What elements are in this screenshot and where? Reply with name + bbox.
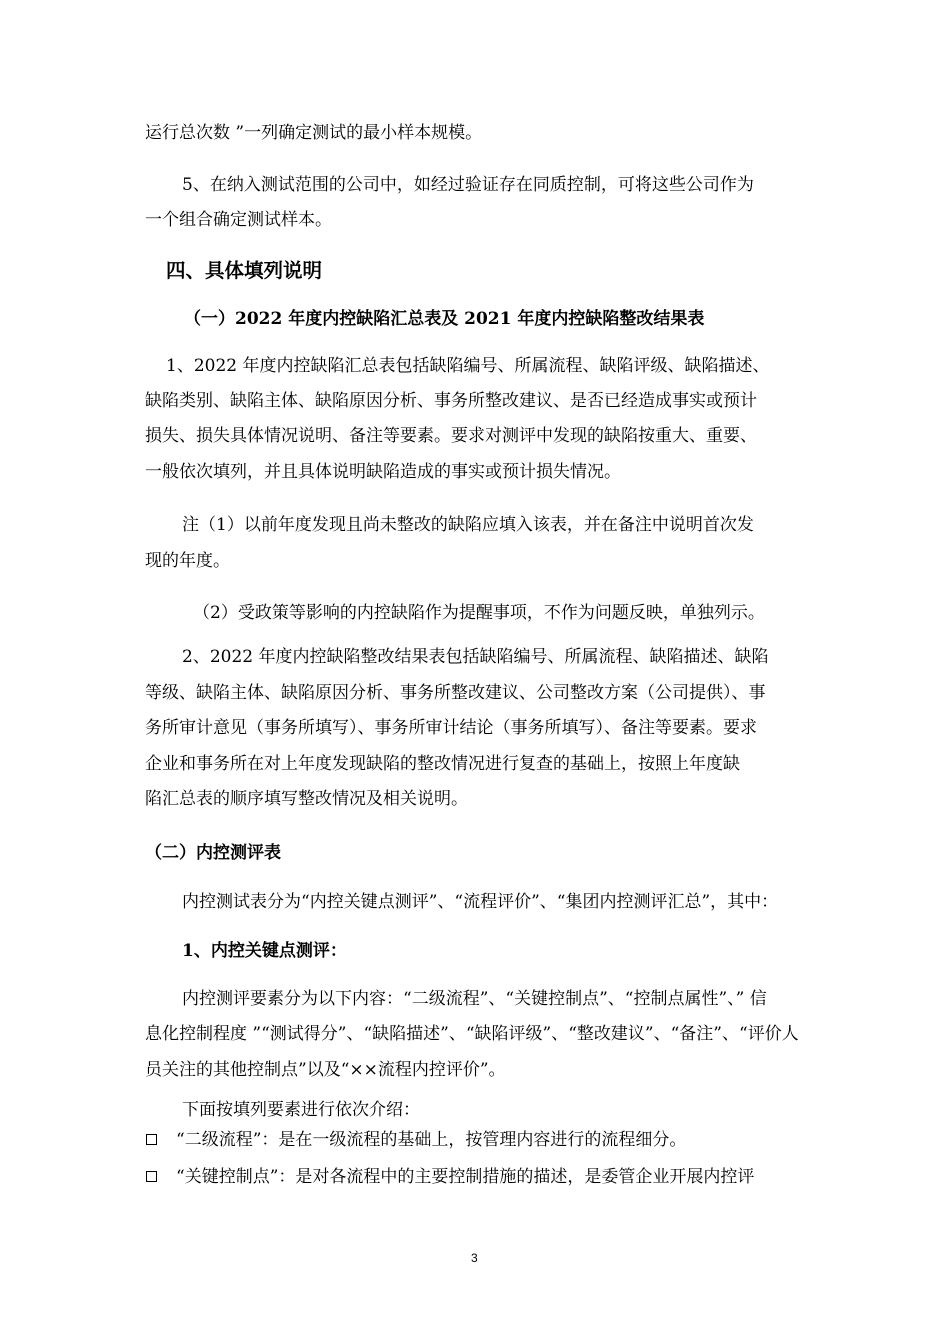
note-line: 现的年度。 <box>145 551 230 571</box>
paragraph-line: 一般依次填列，并且具体说明缺陷造成的事实或预计损失情况。 <box>145 462 621 482</box>
checkbox-bullet-icon <box>146 1171 157 1182</box>
point-heading: 1、内控关键点测评： <box>182 941 347 961</box>
paragraph-line: 2、2022 年度内控缺陷整改结果表包括缺陷编号、所属流程、缺陷描述、缺陷 <box>182 647 769 667</box>
paragraph-line: 陷汇总表的顺序填写整改情况及相关说明。 <box>145 789 468 809</box>
page-number: 3 <box>471 1251 478 1265</box>
paragraph-line: 缺陷类别、缺陷主体、缺陷原因分析、事务所整改建议、是否已经造成事实或预计 <box>145 391 757 411</box>
paragraph-line: 内控测评要素分为以下内容：“二级流程”、“关键控制点”、“控制点属性”、” 信 <box>182 989 767 1009</box>
paragraph-line: 员关注的其他控制点”以及“××流程内控评价”。 <box>145 1060 506 1080</box>
paragraph-line: 下面按填列要素进行依次介绍： <box>182 1100 420 1120</box>
paragraph-line: 运行总次数 ”一列确定测试的最小样本规模。 <box>145 123 483 143</box>
section-heading: 四、具体填列说明 <box>166 259 323 282</box>
paragraph-line: 损失、损失具体情况说明、备注等要素。要求对测评中发现的缺陷按重大、重要、 <box>145 426 757 446</box>
paragraph-line: 等级、缺陷主体、缺陷原因分析、事务所整改建议、公司整改方案（公司提供）、事 <box>145 683 766 703</box>
paragraph-line: 5、在纳入测试范围的公司中，如经过验证存在同质控制，可将这些公司作为 <box>182 175 754 195</box>
paragraph-line: 1、2022 年度内控缺陷汇总表包括缺陷编号、所属流程、缺陷评级、缺陷描述、 <box>166 356 770 376</box>
bullet-item: “关键控制点”：是对各流程中的主要控制措施的描述，是委管企业开展内控评 <box>176 1167 755 1187</box>
subsection-heading: （一）2022 年度内控缺陷汇总表及 2021 年度内控缺陷整改结果表 <box>184 309 705 329</box>
paragraph-line: 务所审计意见（事务所填写）、事务所审计结论（事务所填写）、备注等要素。要求 <box>145 718 757 738</box>
paragraph-line: 内控测试表分为“内控关键点测评”、“流程评价”、“集团内控测评汇总”，其中： <box>182 892 779 912</box>
paragraph-line: 息化控制程度 ”“测试得分”、“缺陷描述”、“缺陷评级”、“整改建议”、“备注”、“评价人 <box>145 1024 799 1044</box>
note-line: （2）受政策等影响的内控缺陷作为提醒事项，不作为问题反映，单独列示。 <box>193 603 765 623</box>
bullet-item: “二级流程”：是在一级流程的基础上，按管理内容进行的流程细分。 <box>176 1130 687 1150</box>
paragraph-line: 一个组合确定测试样本。 <box>145 210 332 230</box>
paragraph-line: 企业和事务所在对上年度发现缺陷的整改情况进行复查的基础上，按照上年度缺 <box>145 754 740 774</box>
note-line: 注（1）以前年度发现且尚未整改的缺陷应填入该表，并在备注中说明首次发 <box>182 515 754 535</box>
subsection-heading: （二）内控测评表 <box>145 843 281 863</box>
checkbox-bullet-icon <box>146 1134 157 1145</box>
